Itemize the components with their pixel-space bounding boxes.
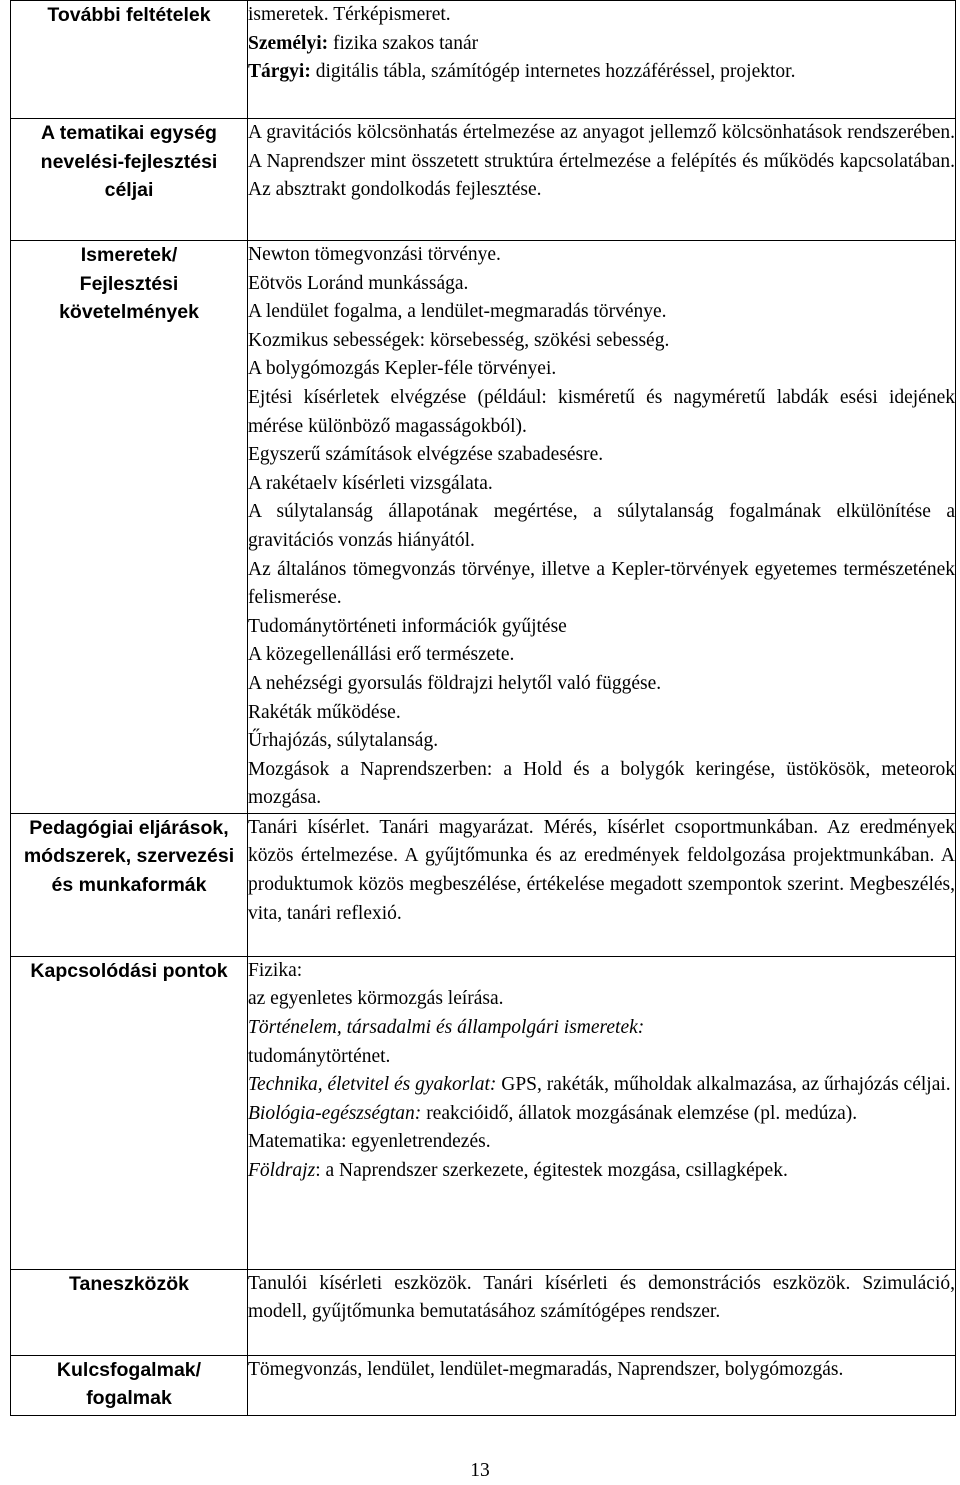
- row-content-tools: [248, 1269, 956, 1355]
- link-text: tudománytörténet.: [248, 1045, 391, 1067]
- list-item: A közegellenállási erő természete.: [248, 644, 515, 666]
- row-content-keywords: [248, 1355, 956, 1415]
- table-row: [11, 1355, 956, 1415]
- row-label-knowledge: [11, 241, 248, 814]
- link-subject: Technika, életvitel és gyakorlat:: [248, 1074, 497, 1096]
- link-subject: Földrajz: [248, 1160, 316, 1182]
- personal-label: Személyi:: [248, 32, 329, 54]
- row-label-text: További feltételek: [47, 4, 211, 26]
- list-item: Ejtési kísérletek elvégzése (például: kisméretű és nagyméretű labdák esési idejének mérése különböző magasságokból).: [248, 386, 955, 437]
- row-label-text: Ismeretek/: [80, 244, 178, 266]
- row-label-text: Kulcsfogalmak/: [56, 1358, 202, 1381]
- table-row: [11, 813, 956, 956]
- list-item: A nehézségi gyorsulás földrajzi helytől való függése.: [248, 672, 662, 694]
- link-text: GPS, rakéták, műholdak alkalmazása, az űrhajózás céljai.: [496, 1074, 951, 1096]
- curriculum-table: [10, 0, 956, 1416]
- row-label-text: és munkaformák: [51, 874, 207, 897]
- link-text: az egyenletes körmozgás leírása.: [248, 988, 504, 1010]
- row-label-text: A tematikai egység: [41, 122, 217, 144]
- list-item: Egyszerű számítások elvégzése szabadesésre.: [248, 444, 604, 466]
- link-subject: Fizika:: [248, 959, 303, 981]
- row-label-tools: [11, 1269, 248, 1355]
- material-text: digitális tábla, számítógép internetes hozzáféréssel, projektor.: [310, 61, 796, 83]
- list-item: A bolygómozgás Kepler-féle törvényei.: [248, 358, 557, 380]
- row-content-methods: [248, 813, 956, 956]
- row-label-methods: [11, 813, 248, 956]
- link-subject: Matematika:: [248, 1131, 347, 1153]
- list-item: Newton tömegvonzási törvénye.: [248, 244, 501, 265]
- list-item: Mozgások a Naprendszerben: a Hold és a bolygók keringése, üstökösök, meteorok mozgása.: [248, 758, 955, 809]
- row-label-text: Pedagógiai eljárások,: [29, 816, 229, 839]
- row-label-text: követelmények: [59, 301, 199, 324]
- list-item: Űrhajózás, súlytalanság.: [248, 730, 439, 752]
- row-label-text: fogalmak: [86, 1387, 172, 1410]
- list-item: A rakétaelv kísérleti vizsgálata.: [248, 472, 493, 494]
- row-label-keywords: [11, 1355, 248, 1415]
- table-row: [11, 1269, 956, 1355]
- row-label-text: Taneszközök: [69, 1272, 189, 1295]
- list-item: Rakéták működése.: [248, 701, 401, 723]
- table-row: [11, 956, 956, 1269]
- table-row: [11, 119, 956, 241]
- row-content-knowledge: [248, 241, 956, 814]
- methods-text: Tanári kísérlet. Tanári magyarázat. Mérés, kísérlet csoportmunkában. Az eredmények közös értelmezése. A gyűjtőmunka és az eredmények feldolgozása projektmunkában. A produktumok közös megbeszélése, értékelése megadott szempontok szerint. Megbeszélés, vita, tanári reflexió.: [248, 816, 955, 924]
- link-subject: Történelem, társadalmi és állampolgári ismeretek:: [248, 1017, 645, 1039]
- material-label: Tárgyi:: [248, 61, 311, 83]
- row-label-further-conditions: [11, 1, 248, 119]
- list-item: Tudománytörténeti információk gyűjtése: [248, 615, 567, 637]
- link-subject: Biológia-egészségtan:: [248, 1102, 422, 1124]
- row-label-text: nevelési-fejlesztési: [40, 150, 218, 173]
- link-text: : a Naprendszer szerkezete, égitestek mozgása, csillagképek.: [315, 1160, 788, 1182]
- row-label-text: Kapcsolódási pontok: [30, 959, 228, 982]
- row-content-further-conditions: [248, 1, 956, 119]
- link-text: reakcióidő, állatok mozgásának elemzése (pl. medúza).: [421, 1102, 858, 1124]
- list-item: Kozmikus sebességek: körsebesség, szökési sebesség.: [248, 329, 670, 351]
- tools-text: Tanulói kísérleti eszközök. Tanári kísérleti és demonstrációs eszközök. Szimuláció, modell, gyűjtőmunka bemutatásához számítógépes rendszer.: [248, 1272, 955, 1323]
- row-label-text: módszerek, szervezési: [23, 845, 235, 868]
- list-item: Eötvös Loránd munkássága.: [248, 272, 469, 294]
- personal-text: fizika szakos tanár: [328, 32, 479, 54]
- link-text: egyenletrendezés.: [346, 1131, 491, 1153]
- list-item: Az általános tömegvonzás törvénye, illetve a Kepler-törvények egyetemes természetének felismerése.: [248, 558, 955, 609]
- row-content-links: [248, 956, 956, 1269]
- row-label-links: [11, 956, 248, 1269]
- row-content-goals: [248, 119, 956, 241]
- keywords-text: Tömegvonzás, lendület, lendület-megmaradás, Naprendszer, bolygómozgás.: [248, 1358, 844, 1380]
- list-item: A lendület fogalma, a lendület-megmaradás törvénye.: [248, 301, 667, 323]
- row-label-text: céljai: [104, 179, 154, 202]
- row-label-goals: [11, 119, 248, 241]
- goals-text: A gravitációs kölcsönhatás értelmezése az anyagot jellemző kölcsönhatások rendszerében. A Naprendszer mint összetett struktúra értelmezése a felépítés és működés kapcsolatában. Az absztrakt gondolkodás fejlesztése.: [248, 122, 955, 201]
- row-label-text: Fejlesztési: [79, 272, 179, 295]
- content-line: ismeretek. Térképismeret.: [248, 4, 451, 25]
- table-row: [11, 1, 956, 119]
- list-item: A súlytalanság állapotának megértése, a súlytalanság fogalmának elkülönítése a gravitációs vonzás hiányától.: [248, 501, 955, 551]
- page-number: 13: [470, 1460, 490, 1481]
- table-row: [11, 241, 956, 814]
